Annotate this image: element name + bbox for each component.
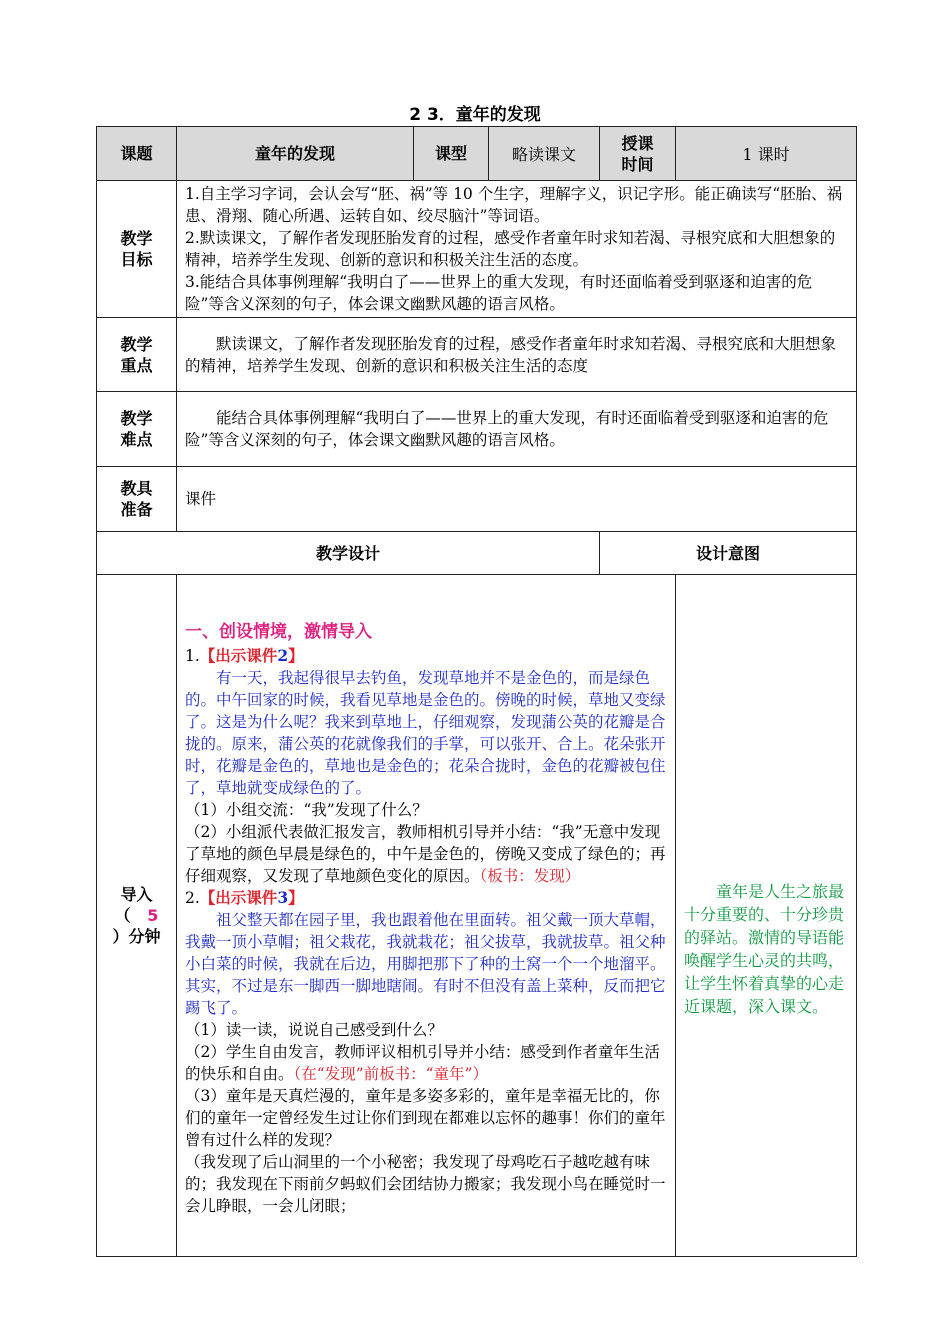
design-intent-header: 设计意图 bbox=[600, 532, 857, 575]
label-time-line-2: 时间 bbox=[621, 154, 654, 174]
topic-value: 童年的发现 bbox=[177, 127, 414, 181]
label-tools-line-1: 教具 bbox=[120, 479, 153, 498]
difficulties-text: 能结合具体事例理解“我明白了——世界上的重大发现，有时还面临着受到驱逐和迫害的危险”等含义深刻的句子，体会课文幽默风趣的语言风格。 bbox=[185, 409, 829, 449]
label-key-points bbox=[97, 318, 177, 392]
tools-content bbox=[177, 467, 857, 532]
key-points-text: 默读课文，了解作者发现胚胎发育的过程，感受作者童年时求知若渴、寻根究底和大胆想象的精神，培养学生发现、创新的意识和积极关注生活的态度 bbox=[185, 334, 837, 375]
label-goals-line-2: 目标 bbox=[120, 250, 153, 269]
label-diff-line-1: 教学 bbox=[120, 409, 153, 428]
key-points-row bbox=[97, 318, 857, 392]
label-key-line-1: 教学 bbox=[120, 334, 153, 354]
reflection-2: （2）学生自由发言，教师评议相机引导并小结：感受到作者童年生活的快乐和自由。（在“发现”前板书：“童年”） bbox=[185, 1042, 660, 1083]
minutes-number: 5 bbox=[147, 906, 159, 925]
board-note-1: （板书：发现） bbox=[479, 866, 581, 885]
label-tools-line-2: 准备 bbox=[120, 500, 153, 519]
label-intro-line-1: 导入 bbox=[120, 885, 153, 904]
label-time bbox=[600, 127, 676, 181]
board-note-2: （在“发现”前板书：“童年”） bbox=[293, 1064, 488, 1083]
design-header-row bbox=[97, 532, 857, 575]
section-row bbox=[97, 575, 857, 1257]
label-goals bbox=[97, 181, 177, 318]
section-heading: 一、创设情境，激情导入 bbox=[185, 621, 372, 642]
tools-row bbox=[97, 467, 857, 532]
reflection-1: （1）读一读，说说自己感受到什么？ bbox=[185, 1020, 443, 1039]
time-value: 1 课时 bbox=[676, 127, 857, 181]
goal-item: 2.默读课文，了解作者发现胚胎发育的过程，感受作者童年时求知若渴、寻根究底和大胆想象的精神，培养学生发现、创新的意识和积极关注生活的态度。 bbox=[185, 229, 836, 269]
type-value: 略读课文 bbox=[489, 127, 600, 181]
passage-1: 有一天，我起得很早去钓鱼，发现草地并不是金色的，而是绿色的。中午回家的时候，我看见草地是金色的。傍晚的时候，草地又变绿了。这是为什么呢？我来到草地上，仔细观察，发现蒲公英的花瓣是合拢的。原来，蒲公英的花就像我们的手掌，可以张开、合上。花朵张开时，花瓣是金色的，草地也是金色的；花朵合拢时，金色的花瓣被包住了，草地就变成绿色的了。 bbox=[185, 668, 666, 797]
goal-item: 3.能结合具体事例理解“我明白了——世界上的重大发现，有时还面临着受到驱逐和迫害的危险”等含义深刻的句子，体会课文幽默风趣的语言风格。 bbox=[185, 273, 813, 313]
label-tools bbox=[97, 467, 177, 532]
label-key-line-2: 重点 bbox=[120, 355, 153, 375]
goals-row bbox=[97, 181, 857, 318]
label-difficulties bbox=[97, 392, 177, 467]
intro-design-content bbox=[177, 575, 676, 1257]
courseware-item-2: 2.【出示课件3】 bbox=[185, 887, 304, 907]
header-row bbox=[97, 127, 857, 181]
design-intent-content bbox=[676, 575, 857, 1257]
tools-text: 课件 bbox=[185, 490, 217, 508]
difficulties-row bbox=[97, 392, 857, 467]
passage-2: 祖父整天都在园子里，我也跟着他在里面转。祖父戴一顶大草帽，我戴一顶小草帽；祖父栽花，我就栽花；祖父拔草，我就拔草。祖父种小白菜的时候，我就在后边，用脚把那下了种的土窝一个一个地溜平。其实，不过是东一脚西一脚地瞎闹。有时不但没有盖上菜种，反而把它踢飞了。 bbox=[185, 910, 666, 1017]
teaching-design-header: 教学设计 bbox=[97, 532, 600, 575]
lesson-plan-table bbox=[96, 126, 857, 1257]
label-time-line-1: 授课 bbox=[621, 133, 654, 153]
label-intro-section bbox=[97, 575, 177, 1257]
label-diff-line-2: 难点 bbox=[120, 430, 153, 449]
label-type: 课型 bbox=[414, 127, 489, 181]
question-1: （1）小组交流：“我”发现了什么？ bbox=[185, 800, 428, 819]
reflection-4: （我发现了后山洞里的一个小秘密；我发现了母鸡吃石子越吃越有味的；我发现在下雨前夕蚂蚁们会团结协力搬家；我发现小鸟在睡觉时一会儿睁眼，一会儿闭眼； bbox=[185, 1152, 666, 1215]
label-intro-line-2: （ 5 bbox=[114, 906, 159, 925]
design-intent-text: 童年是人生之旅最十分重要的、十分珍贵的驿站。激情的导语能唤醒学生心灵的共鸣，让学生怀着真挚的心走近课题，深入课文。 bbox=[684, 881, 845, 1016]
reflection-3: （3）童年是天真烂漫的，童年是多姿多彩的，童年是幸福无比的，你们的童年一定曾经发生过让你们到现在都难以忘怀的趣事！你们的童年曾有过什么样的发现？ bbox=[185, 1086, 666, 1149]
label-topic: 课题 bbox=[97, 127, 177, 181]
courseware-item-1: 1.【出示课件2】 bbox=[185, 645, 304, 665]
question-2: （2）小组派代表做汇报发言，教师相机引导并小结：“我”无意中发现了草地的颜色早晨是绿色的，中午是金色的，傍晚又变成了绿色的；再仔细观察，又发现了草地颜色变化的原因。（板书：发现） bbox=[185, 822, 666, 885]
key-points-content bbox=[177, 318, 857, 392]
goals-content bbox=[177, 181, 857, 318]
label-goals-line-1: 教学 bbox=[120, 229, 153, 248]
document-title: 2 3．童年的发现 bbox=[409, 105, 541, 125]
goal-item: 1.自主学习字词，会认会写“胚、祸”等 10 个生字，理解字义，识记字形。能正确读写“胚胎、祸患、滑翔、随心所遇、运转自如、绞尽脑汁”等词语。 bbox=[185, 185, 843, 225]
difficulties-content bbox=[177, 392, 857, 467]
label-intro-line-3: ）分钟 bbox=[112, 927, 161, 946]
